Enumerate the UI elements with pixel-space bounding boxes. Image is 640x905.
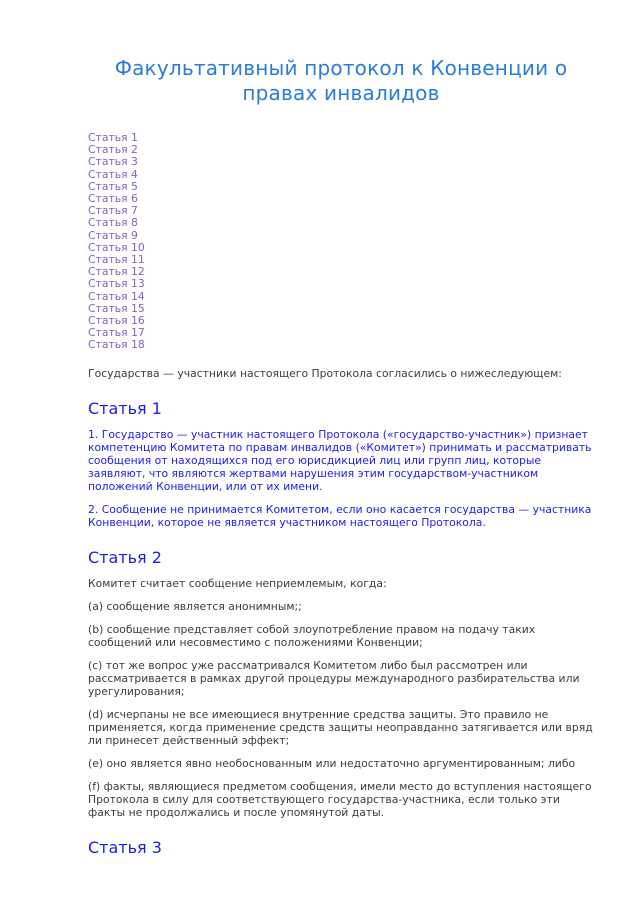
section-heading-3: Статья 3 [88,837,162,857]
toc-link-5[interactable]: Статья 5 [88,179,138,193]
section-heading-1: Статья 1 [88,398,162,418]
section-paragraph: Комитет считает сообщение неприемлемым, когда: [88,576,387,590]
section-paragraph: 1. Государство — участник настоящего Протокола («государство-участник») признает компетенцию Комитета по правам инвалидов («Комитет») принимать и рассматривать сообщения от находящихся под его юрисдикцией лиц или групп лиц, которые заявляют, что являются жертвами нарушения этим государством-участником положений Конвенции, или от их имени. [88,427,592,493]
section-paragraph: (b) сообщение представляет собой злоупотребление правом на подачу таких сообщений или несовместимо с положениями Конвенции; [88,622,536,649]
toc-link-12[interactable]: Статья 12 [88,265,145,279]
toc-link-16[interactable]: Статья 16 [88,314,145,328]
toc-link-1[interactable]: Статья 1 [88,131,138,144]
intro-paragraph: Государства — участники настоящего Протокола согласились о нижеследующем: [88,366,562,380]
toc-link-13[interactable]: Статья 13 [88,277,145,291]
toc-link-9[interactable]: Статья 9 [88,228,138,242]
section-paragraph: (a) сообщение является анонимным;; [88,599,302,613]
toc-link-8[interactable]: Статья 8 [88,216,138,230]
sections-container [88,399,594,857]
toc-link-4[interactable]: Статья 4 [88,167,138,181]
section-paragraph: (f) факты, являющиеся предметом сообщения, имели место до вступления настоящего Протокола в силу для соответствующего государства-участника, если только эти факты не продолжались и после упомянутой даты. [88,779,592,819]
page-title: Факультативный протокол к Конвенции о правах инвалидов [114,56,568,105]
section-paragraph: 2. Сообщение не принимается Комитетом, если оно касается государства — участника Конвенции, которое не является участником настоящего Протокола. [88,502,592,529]
toc-link-15[interactable]: Статья 15 [88,301,145,315]
toc-link-3[interactable]: Статья 3 [88,155,138,169]
toc-link-14[interactable]: Статья 14 [88,289,145,303]
toc-link-17[interactable]: Статья 17 [88,326,145,340]
toc-link-11[interactable]: Статья 11 [88,253,145,267]
toc-link-6[interactable]: Статья 6 [88,192,138,206]
table-of-contents [88,132,594,352]
toc-link-7[interactable]: Статья 7 [88,204,138,218]
section-paragraph: (d) исчерпаны не все имеющиеся внутренние средства защиты. Это правило не применяется, когда применение средств защиты неоправданно затягивается или вряд ли принесет действенный эффект; [88,707,593,747]
toc-link-10[interactable]: Статья 10 [88,240,145,254]
section-paragraph: (e) оно является явно необоснованным или недостаточно аргументированным; либо [88,756,576,770]
toc-link-2[interactable]: Статья 2 [88,143,138,157]
toc-link-18[interactable]: Статья 18 [88,338,145,352]
section-heading-2: Статья 2 [88,547,162,567]
section-paragraph: (c) тот же вопрос уже рассматривался Комитетом либо был рассмотрен или рассматривается в рамках другой процедуры международного разбирательства или урегулирования; [88,658,580,698]
